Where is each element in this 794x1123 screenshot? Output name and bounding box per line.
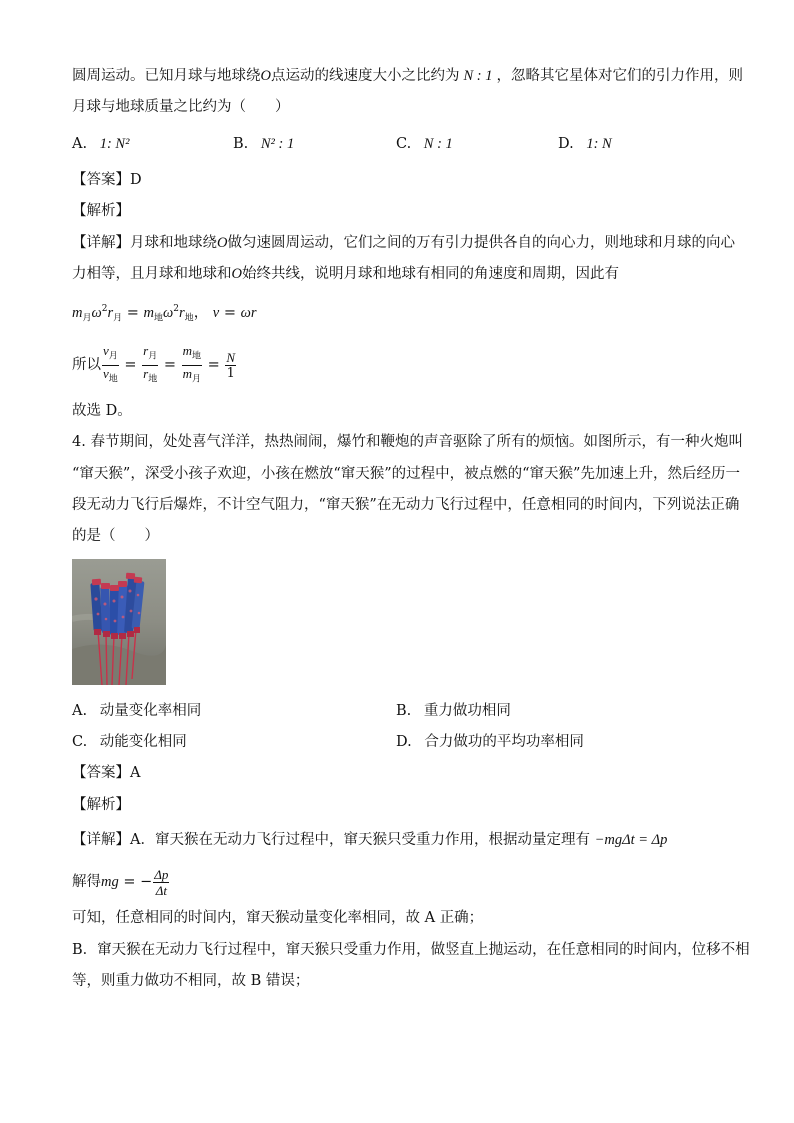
q3-option-b — [233, 134, 294, 154]
option-label: C. — [396, 136, 412, 152]
subscript-earth: 地 — [154, 313, 164, 324]
q3-option-d — [558, 134, 612, 154]
fraction-v: $\frac{v_月}{v_地}$ — [103, 343, 118, 385]
option-value: N² : 1 — [260, 136, 295, 152]
point-O: O — [217, 235, 228, 251]
q3-analysis-tag: 【解析】 — [72, 203, 130, 219]
subscript-earth: 地 — [108, 374, 118, 385]
q4-option-c — [72, 732, 187, 752]
q4-stem-line1: 4. 春节期间，处处喜气洋洋，热热闹闹，爆竹和鞭炮的声音驱除了所有的烦恼。如图所示，有一种火炮叫 — [72, 434, 743, 450]
q3-option-c — [396, 134, 453, 154]
fraction-m: $\frac{m_地}{m_月}$ — [182, 343, 202, 385]
option-text: 动量变化率相同 — [99, 703, 202, 719]
detail-text: 月球和地球绕 — [130, 235, 217, 251]
q4-answer — [72, 763, 140, 783]
q4-detail-B-line1: B．窜天猴在无动力飞行过程中，窜天猴只受重力作用，做竖直上抛运动，在任意相同的时间内，位移不相 — [72, 942, 750, 958]
q3-answer — [72, 170, 142, 190]
solve-label: 解得 — [72, 874, 101, 890]
fraction-N — [225, 350, 236, 381]
option-text: 动能变化相同 — [99, 734, 187, 750]
subscript-moon: 月 — [148, 351, 158, 362]
q3-stem-text: 圆周运动。已知月球与地球绕 — [72, 68, 261, 84]
point-O: O — [260, 68, 271, 84]
answer-tag: 【答案】 — [72, 765, 130, 781]
firework-rockets-photo — [72, 559, 166, 685]
q3-detail-line2 — [72, 264, 619, 284]
option-text: 合力做功的平均功率相同 — [424, 734, 584, 750]
detail-text: 做匀速圆周运动，它们之间的万有引力提供各自的向心力，则地球和月球的向心 — [227, 235, 735, 251]
subscript-moon: 月 — [192, 374, 202, 385]
answer-value: A — [130, 765, 141, 781]
equation-ratio: 所以 $\frac{v_月}{v_地}$ = $\frac{r_月}{r_地}$ = $\frac{m_地}{m_月}$ = $\frac{N}{1}$ — [72, 343, 237, 387]
q4-stem-line2: “窜天猴”，深受小孩子欢迎，小孩在燃放“窜天猴”的过程中，被点燃的“窜天猴”先加速上升，然后经历一 — [72, 466, 740, 482]
momentum-theorem-equation: −mgΔt = Δp — [594, 832, 668, 848]
q3-stem-text: ，忽略其它星体对它们的引力作用，则 — [496, 68, 743, 84]
detail-text: 力相等，且月球和地球和 — [72, 266, 232, 282]
detail-tag: 【详解】 — [72, 832, 130, 848]
denominator-1: 1 — [226, 365, 235, 381]
subscript-earth: 地 — [184, 313, 194, 324]
q3-conclusion: 故选 D。 — [72, 403, 132, 419]
detail-tag: 【详解】 — [72, 235, 130, 251]
subscript-earth: 地 — [148, 374, 158, 385]
option-label: A. — [72, 136, 88, 152]
fraction-r: $\frac{r_月}{r_地}$ — [143, 343, 158, 385]
numerator-N: N — [226, 349, 236, 365]
q3-stem-text: 点运动的线速度大小之比约为 — [270, 68, 460, 84]
q4-detail-A-line1 — [72, 830, 667, 850]
detail-text: 始终共线，说明月球和地球有相同的角速度和周期，因此有 — [241, 266, 619, 282]
q4-detail-A-line3: 可知，任意相同的时间内，窜天猴动量变化率相同，故 A 正确； — [72, 910, 484, 926]
q3-stem-line1 — [72, 66, 743, 86]
speed-ratio: N : 1 — [463, 68, 493, 84]
subscript-earth: 地 — [192, 351, 202, 362]
q3-detail-line1 — [72, 233, 735, 253]
q4-analysis-tag: 【解析】 — [72, 797, 130, 813]
option-value: 1: N — [586, 136, 612, 152]
detail-text: A．窜天猴在无动力飞行过程中，窜天猴只受重力作用，根据动量定理有 — [130, 832, 590, 848]
option-label: D. — [396, 734, 412, 750]
subscript-moon: 月 — [108, 351, 118, 362]
q4-option-d — [396, 732, 584, 752]
option-label: B. — [396, 703, 412, 719]
q3-stem-line2: 月球与地球质量之比约为（ ） — [72, 99, 290, 115]
answer-value: D — [130, 172, 142, 188]
q4-stem-line3: 段无动力飞行后爆炸，不计空气阻力，“窜天猴”在无动力飞行过程中，任意相同的时间内，下列说法正确 — [72, 497, 740, 513]
option-value: N : 1 — [423, 136, 453, 152]
option-label: D. — [558, 136, 574, 152]
option-label: A. — [72, 703, 88, 719]
firework-rockets-illustration — [72, 559, 166, 685]
q4-detail-B-line2: 等，则重力做功不相同，故 B 错误； — [72, 973, 310, 989]
equation-centripetal: $m_月\omega^2r_月 = m_地\omega^2r_地$， v = ωr — [72, 304, 257, 324]
option-label: C. — [72, 734, 88, 750]
subscript-moon: 月 — [82, 313, 92, 324]
so-label: 所以 — [72, 357, 101, 374]
fraction-dp-dt: $\frac{\Delta p}{\Delta t}$ — [154, 866, 169, 898]
option-label: B. — [233, 136, 249, 152]
q4-stem-line4: 的是（ ） — [72, 528, 159, 544]
q4-option-a — [72, 701, 201, 721]
q4-detail-A-line2: 解得mg = − $\frac{\Delta p}{\Delta t}$ — [72, 866, 169, 898]
subscript-moon: 月 — [113, 313, 123, 324]
point-O: O — [231, 266, 242, 282]
q4-option-b — [396, 701, 511, 721]
q3-option-a — [72, 134, 129, 154]
option-value: 1: N² — [99, 136, 130, 152]
option-text: 重力做功相同 — [423, 703, 511, 719]
answer-tag: 【答案】 — [72, 172, 130, 188]
